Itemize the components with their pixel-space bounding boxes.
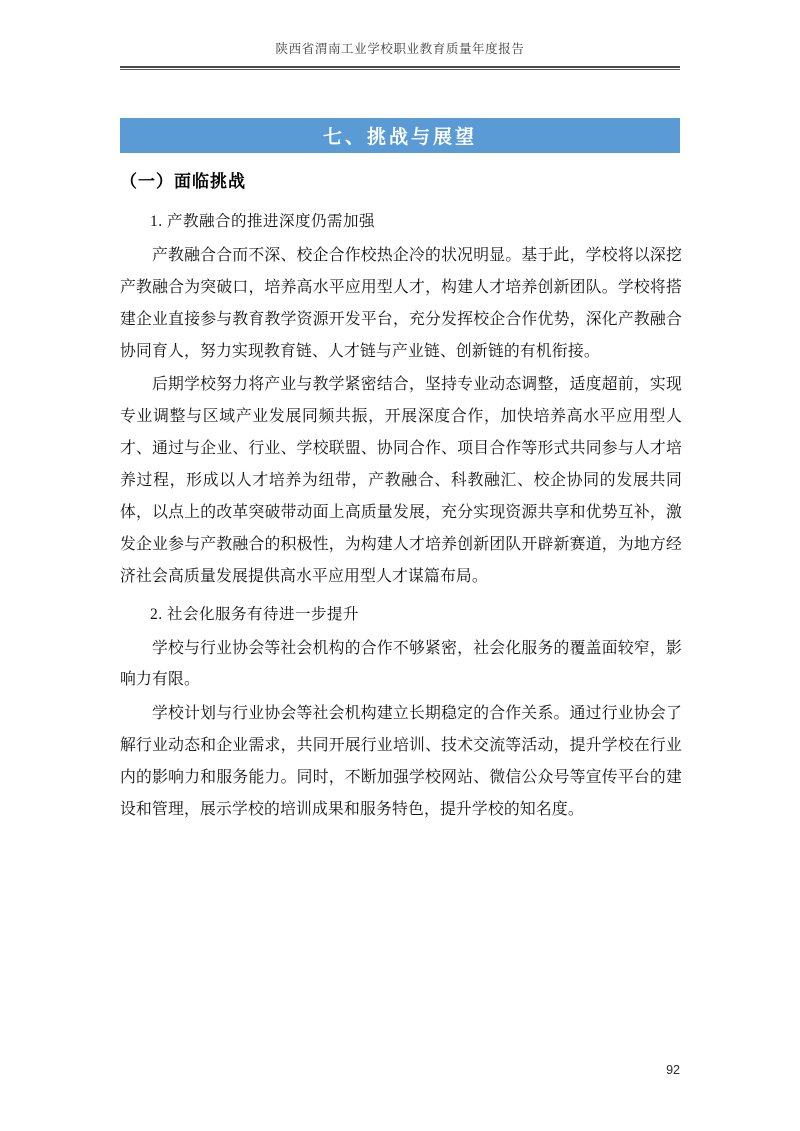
- document-body: [120, 168, 682, 827]
- header-rule-thick-line: [120, 66, 680, 68]
- running-header: [120, 42, 680, 57]
- item-heading-1: 1. 产教融合的推进深度仍需加强: [150, 213, 376, 231]
- body-paragraph-4: 学校计划与行业协会等社会机构建立长期稳定的合作关系。通过行业协会了解行业动态和企业需求，共同开展行业培训、技术交流等活动，提升学校在行业内的影响力和服务能力。同时，不断加强学校网站、微信公众号等宣传平台的建设和管理，展示学校的培训成果和服务特色，提升学校的知名度。: [120, 705, 682, 819]
- header-rule-thin-line: [120, 69, 680, 70]
- running-header-text: 陕西省渭南工业学校职业教育质量年度报告: [275, 42, 525, 56]
- page-number: 92: [666, 1063, 680, 1077]
- section-banner-title: 七、挑战与展望: [322, 127, 477, 148]
- body-paragraph-1: 产教融合合而不深、校企合作校热企冷的状况明显。基于此，学校将以深挖产教融合为突破口，培养高水平应用型人才，构建人才培养创新团队。学校将搭建企业直接参与教育教学资源开发平台，充分发挥校企合作优势，深化产教融合协同育人，努力实现教育链、人才链与产业链、创新链的有机衔接。: [120, 246, 682, 360]
- body-paragraph-3: 学校与行业协会等社会机构的合作不够紧密，社会化服务的覆盖面较窄，影响力有限。: [120, 639, 682, 689]
- header-divider-rule: [120, 66, 680, 70]
- subsection-heading: （一）面临挑战: [120, 172, 246, 191]
- body-paragraph-2: 后期学校努力将产业与教学紧密结合，坚持专业动态调整，适度超前，实现专业调整与区域产业发展同频共振，开展深度合作，加快培养高水平应用型人才、通过与企业、行业、学校联盟、协同合作、项目合作等形式共同参与人才培养过程，形成以人才培养为纽带，产教融合、科教融汇、校企协同的发展共同体，以点上的改革突破带动面上高质量发展，充分实现资源共享和优势互补，激发企业参与产教融合的积极性，为构建人才培养创新团队开辟新赛道，为地方经济社会高质量发展提供高水平应用型人才谋篇布局。: [120, 376, 682, 585]
- item-heading-2: 2. 社会化服务有待进一步提升: [150, 605, 360, 623]
- section-banner: [120, 118, 680, 153]
